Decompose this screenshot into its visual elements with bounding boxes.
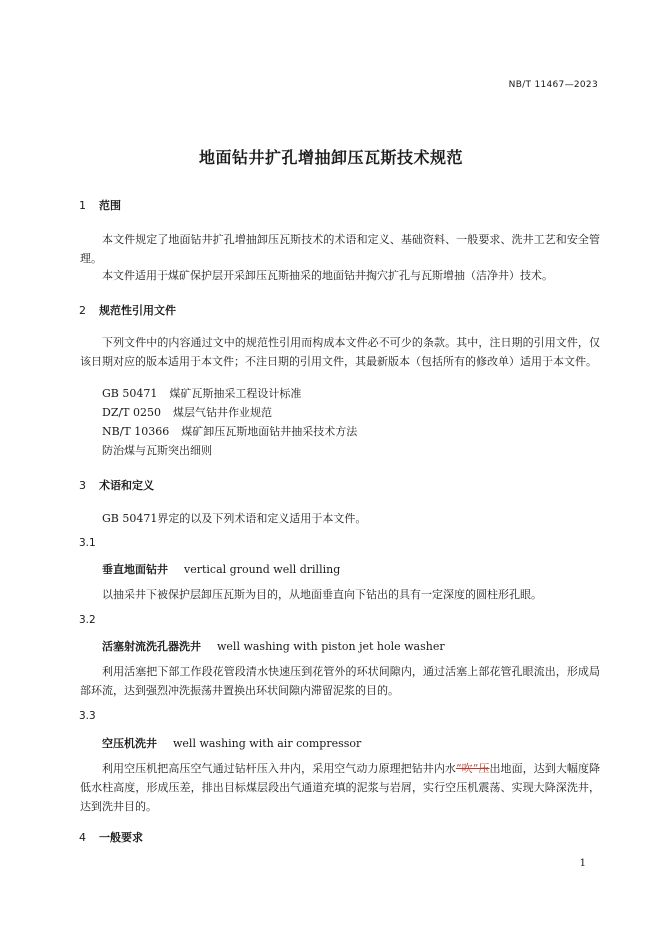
paragraph: 本文件规定了地面钻井扩孔增抽卸压瓦斯技术的术语和定义、基础资料、一般要求、洗井工艺和安全管理。 (80, 233, 600, 265)
term-chinese: 垂直地面钻井 (102, 563, 168, 576)
reference-name: 防治煤与瓦斯突出细则 (102, 444, 212, 457)
section-number: 2 (79, 304, 86, 317)
section-title: 一般要求 (99, 831, 143, 844)
section-1-heading (79, 197, 121, 213)
reference-code: GB 50471 (102, 387, 158, 400)
term-english: well washing with piston jet hole washer (217, 640, 445, 653)
term-definition: 利用活塞把下部工作段花管段清水快速压到花管外的环状间隙内，通过活塞上部花管孔眼流出，形成局部环流，达到强烈冲洗振荡井置换出环状间隙内滞留泥浆的目的。 (80, 665, 600, 697)
section-number: 1 (79, 199, 86, 212)
definition-text: 出地面，达到大幅度降低水柱高度，形成压差，排出目标煤层段出气通道充填的泥浆与岩屑，实行空压机震荡、实现大降深洗井，达到洗井目的。 (80, 762, 601, 813)
struck-text: “吹”压 (455, 762, 490, 775)
definition-text: 利用空压机把高压空气通过钻杆压入井内，采用空气动力原理把钻井内水 (102, 762, 456, 775)
page-number: 1 (579, 858, 586, 869)
term-heading (102, 638, 445, 654)
section-title: 术语和定义 (99, 479, 154, 492)
section-title: 规范性引用文件 (99, 304, 176, 317)
reference-code: DZ/T 0250 (102, 406, 161, 419)
paragraph: GB 50471界定的以及下列术语和定义适用于本文件。 (102, 512, 367, 525)
section-number: 3 (79, 479, 86, 492)
paragraph: 本文件适用于煤矿保护层开采卸压瓦斯抽采的地面钻井掏穴扩孔与瓦斯增抽（洁净井）技术。 (102, 269, 553, 282)
term-chinese: 空压机洗井 (102, 737, 157, 750)
document-title: 地面钻井扩孔增抽卸压瓦斯技术规范 (198, 148, 463, 167)
term-definition (80, 759, 600, 816)
reference-code: NB/T 10366 (102, 425, 170, 438)
term-heading (102, 561, 340, 577)
term-heading (102, 735, 361, 751)
section-title: 范围 (99, 199, 121, 212)
reference-item (102, 422, 357, 441)
paragraph: 下列文件中的内容通过文中的规范性引用而构成本文件必不可少的条款。其中，注日期的引用文件，仅该日期对应的版本适用于本文件；不注日期的引用文件，其最新版本（包括所有的修改单）适用于本文件。 (80, 336, 600, 368)
term-number: 3.1 (79, 537, 96, 549)
term-english: vertical ground well drilling (184, 563, 341, 576)
section-number: 4 (79, 831, 86, 844)
term-english: well washing with air compressor (173, 737, 362, 750)
term-chinese: 活塞射流洗孔器洗井 (102, 640, 201, 653)
reference-item (102, 384, 301, 403)
term-definition: 以抽采井下被保护层卸压瓦斯为目的，从地面垂直向下钻出的具有一定深度的圆柱形孔眼。 (102, 588, 542, 601)
section-2-heading (79, 302, 176, 318)
reference-item (102, 441, 212, 460)
reference-name: 煤矿瓦斯抽采工程设计标准 (169, 387, 302, 400)
standard-code: NB/T 11467—2023 (508, 80, 598, 90)
section-3-heading (79, 477, 154, 493)
reference-name: 煤矿卸压瓦斯地面钻井抽采技术方法 (181, 425, 358, 438)
reference-name: 煤层气钻井作业规范 (173, 406, 272, 419)
section-4-heading (79, 829, 143, 845)
reference-item (102, 403, 272, 422)
term-number: 3.3 (79, 710, 96, 722)
term-number: 3.2 (79, 614, 96, 626)
